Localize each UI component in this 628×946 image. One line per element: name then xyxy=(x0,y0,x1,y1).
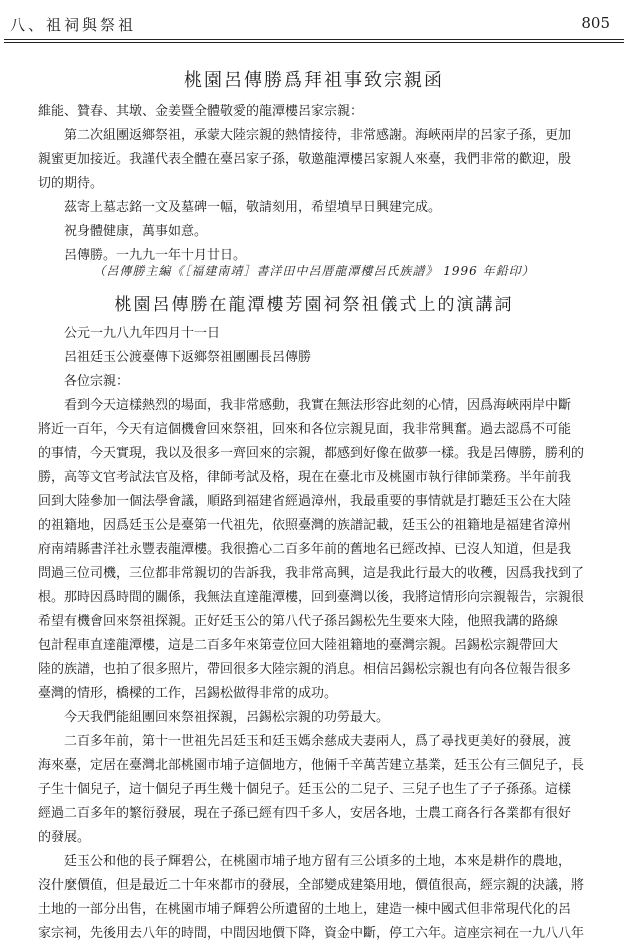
speech-title: 桃園呂傳勝在龍潭樓芳園祠祭祖儀式上的演講詞 xyxy=(114,295,514,315)
speech-paragraph1-line: 問過三位司機，三位都非常親切的告訴我，我非常高興，這是我此行最大的收穫，因爲我找到了 xyxy=(38,566,585,581)
speech-paragraph1-line: 包計程車直達龍潭樓，這是二百多年來第壹位回大陸祖籍地的臺灣宗親。呂錫松宗親帶回大 xyxy=(38,638,559,653)
page-header xyxy=(10,14,618,38)
speech-byline: 呂祖廷玉公渡臺傳下返鄉祭祖團團長呂傳勝 xyxy=(64,350,312,365)
speech-greeting: 各位宗親： xyxy=(64,374,130,389)
speech-paragraph1-line: 府南靖縣書洋社永豐表龍潭樓。我很擔心二百多年前的舊地名已經改掉、已沒人知道，但是我 xyxy=(38,542,572,557)
speech-paragraph1-line: 陸的族譜，也拍了很多照片，帶回很多大陸宗親的消息。相信呂錫松宗親也有向各位報告很多 xyxy=(38,662,572,677)
speech-paragraph1-line: 的祖籍地，因爲廷玉公是臺第一代祖先，依照臺灣的族譜記載，廷玉公的祖籍地是福建省漳州 xyxy=(38,518,572,533)
speech-paragraph2: 今天我們能組團回來祭祖探親，呂錫松宗親的功勞最大。 xyxy=(64,710,390,725)
letter-paragraph3: 祝身體健康，萬事如意。 xyxy=(64,224,208,239)
speech-paragraph1-line: 勝，高等文官考試法官及格，律師考試及格，現在在臺北市及桃園市執行律師業務。半年前我 xyxy=(38,470,572,485)
speech-paragraph1-line: 將近一百年，今天有這個機會回來祭祖，回來和各位宗親見面，我非常興奮。過去認爲不可能 xyxy=(38,422,572,437)
speech-paragraph3-line: 海來臺，定居在臺灣北部桃園市埔子這個地方，他倆千辛萬苦建立基業，廷玉公有三個兒子，長 xyxy=(38,758,585,773)
speech-paragraph4-line: 家宗祠，先後用去八年的時間，中間因地價下降，資金中斷，停工六年。這座宗祠在一九八八年 xyxy=(38,926,585,941)
speech-paragraph1-line: 看到今天這樣熱烈的場面，我非常感動，我實在無法形容此刻的心情，因爲海峽兩岸中斷 xyxy=(64,398,572,413)
speech-paragraph1-line: 回到大陸參加一個法學會議，順路到福建省經過漳州，我最重要的事情就是打聽廷玉公在大陸 xyxy=(38,494,572,509)
letter-salutation: 維能、贊春、其墩、金姜暨全體敬愛的龍潭樓呂家宗親： xyxy=(38,104,364,119)
speech-paragraph1-line: 臺灣的情形，橋樑的工作，呂錫松做得非常的成功。 xyxy=(38,686,338,701)
speech-paragraph4-line: 廷玉公和他的長子輝碧公，在桃園市埔子地方留有三公頃多的土地，本來是耕作的農地， xyxy=(64,854,572,869)
speech-paragraph1-line: 的事情，今天實現，我以及很多一齊回來的宗親，都感到好像在做夢一樣。我是呂傳勝，勝利的 xyxy=(38,446,585,461)
source-citation: （呂傳勝主編《［福建南靖］書洋田中呂厝龍潭樓呂氏族譜》 1996 年鉛印） xyxy=(93,264,535,278)
speech-date: 公元一九八九年四月十一日 xyxy=(64,326,221,341)
speech-paragraph4-line: 土地的一部分出售，在桃園市埔子輝碧公所遺留的土地上，建造一棟中國式但非常現代化的呂 xyxy=(38,902,572,917)
letter-title: 桃園呂傳勝爲拜祖事致宗親函 xyxy=(184,70,444,91)
page-number: 805 xyxy=(581,14,610,32)
speech-body xyxy=(38,322,596,946)
letter-body xyxy=(38,100,596,268)
speech-paragraph3-line: 二百多年前，第十一世祖先呂廷玉和廷玉媽余慈成夫妻兩人，爲了尋找更美好的發展，渡 xyxy=(64,734,572,749)
letter-signature: 呂傳勝。一九九一年十月廿日。 xyxy=(64,248,247,263)
speech-paragraph3-line: 的發展。 xyxy=(38,830,91,845)
speech-paragraph3-line: 經過二百多年的繁衍發展，現在子孫已經有四千多人，安居各地，士農工商各行各業都有很好 xyxy=(38,806,572,821)
speech-paragraph3-line: 子生十個兒子，這十個兒子再生幾十個兒子。廷玉公的二兒子、三兒子也生了子子孫孫。這樣 xyxy=(38,782,572,797)
section-title: 八、祖祠與祭祖 xyxy=(10,16,137,34)
speech-paragraph1-line: 根。那時因爲時間的關係，我無法直達龍潭樓，回到臺灣以後，我將這情形向宗親報告，宗親很 xyxy=(38,590,585,605)
speech-paragraph4-line: 沒什麼價值，但是最近二十年來都市的發展，全部變成建築用地，價值很高，經宗親的決議，將 xyxy=(38,878,585,893)
letter-paragraph1-line: 切的期待。 xyxy=(38,176,104,191)
header-rule-top xyxy=(4,39,624,40)
letter-paragraph2: 茲寄上墓志銘一文及墓碑一幅，敬請刻用，希望墳早日興建完成。 xyxy=(64,200,442,215)
speech-paragraph1-line: 希望有機會回來祭祖探親。正好廷玉公的第八代子孫呂錫松先生要來大陸，他照我講的路線 xyxy=(38,614,559,629)
letter-paragraph1-line: 第二次組團返鄉祭祖，承蒙大陸宗親的熱情接待，非常感謝。海峽兩岸的呂家子孫，更加 xyxy=(64,128,572,143)
letter-paragraph1-line: 親蜜更加接近。我謹代表全體在臺呂家子孫，敬邀龍潭樓呂家親人來臺，我們非常的歡迎，殷 xyxy=(38,152,572,167)
header-rule-bottom xyxy=(4,42,624,43)
